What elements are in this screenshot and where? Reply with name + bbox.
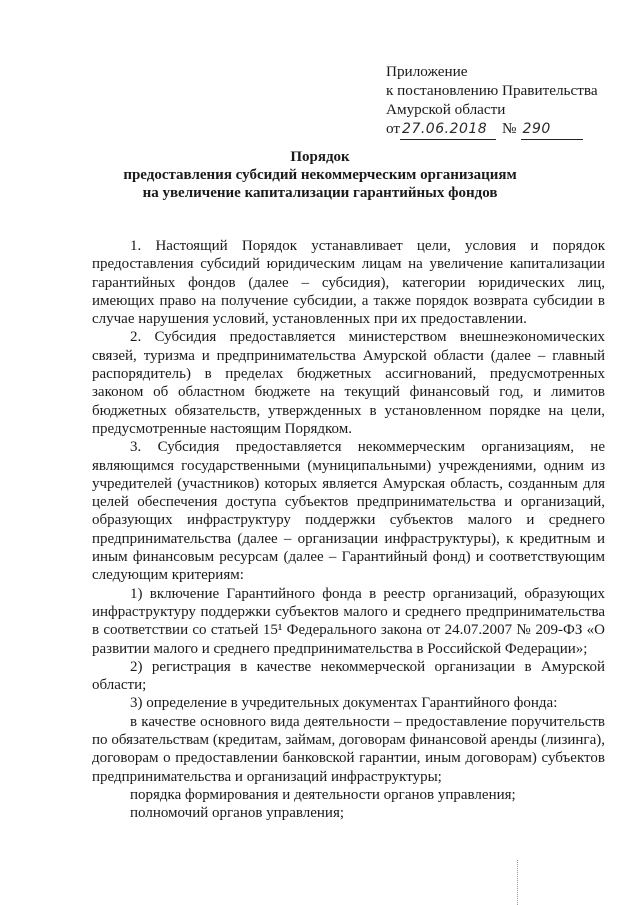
number-prefix: № <box>502 120 517 137</box>
appendix-line-3: Амурской области <box>386 101 506 118</box>
criterion-1: 1) включение Гарантийного фонда в реестр организаций, образующих инфраструктуру поддержки субъектов малого и среднего предпринимательства в соответствии со статьей 15¹ Федерального закона от 24.07.2007 № 209-ФЗ «О развитии малого и среднего предпринимательства в Российской Федерации»; <box>92 585 605 657</box>
appendix-block <box>386 62 626 140</box>
paragraph-2: 2. Субсидия предоставляется министерством внешнеэкономических связей, туризма и предпринимательства Амурской области (далее – главный распорядитель) в пределах бюджетных ассигнований, предусмотренных законом об областном бюджете на текущий финансовый год, и лимитов бюджетных обязательств, утвержденных в установленном порядке на цели, предусмотренные настоящим Порядком. <box>92 329 605 437</box>
handwritten-date: 27.06.2018 <box>400 120 496 140</box>
criterion-3-item-1: в качестве основного вида деятельности – предоставление поручительств по обязательствам (кредитам, займам, договорам финансовой аренды (лизинга), договорам о предоставлении банковской гарантии, иным договорам) субъектов предпринимательства и организаций инфраструктуры; <box>92 713 605 785</box>
paragraph-1: 1. Настоящий Порядок устанавливает цели, условия и порядок предоставления субсидий юридическим лицам на увеличение капитализации гарантийных фондов (далее – субсидия), категории юридических лиц, имеющих право на получение субсидии, а также порядок возврата субсидии в случае нарушения условий, установленных при их предоставлении. <box>92 238 605 328</box>
criterion-2: 2) регистрация в качестве некоммерческой организации в Амурской области; <box>92 658 605 694</box>
appendix-date-line <box>386 119 626 140</box>
appendix-line-2: к постановлению Правительства <box>386 82 598 99</box>
scan-artifact-line <box>517 860 519 905</box>
criterion-3-item-2: порядка формирования и деятельности органов управления; <box>130 786 516 803</box>
date-prefix: от <box>386 120 401 137</box>
document-body <box>92 237 605 823</box>
paragraph-3: 3. Субсидия предоставляется некоммерческим организациям, не являющимся государственными (муниципальными) учреждениями, одним из учредителей (участников) которых является Амурская область, созданным для целей обеспечения доступа субъектов предпринимательства и организаций, образующих инфраструктуру поддержки субъектов малого и среднего предпринимательства (далее – организации инфраструктуры), к кредитным и иным финансовым ресурсам (далее – Гарантийный фонд) и соответствующим следующим критериям: <box>92 439 605 584</box>
doc-title: Порядок <box>290 149 350 165</box>
handwritten-number: 290 <box>521 120 583 140</box>
doc-title-line-3: на увеличение капитализации гарантийных фондов <box>142 185 498 201</box>
criterion-3-item-3: полномочий органов управления; <box>130 805 345 822</box>
criterion-3: 3) определение в учредительных документах Гарантийного фонда: <box>130 695 558 712</box>
appendix-line-1: Приложение <box>386 63 468 80</box>
doc-title-line-2: предоставления субсидий некоммерческим организациям <box>123 167 517 183</box>
